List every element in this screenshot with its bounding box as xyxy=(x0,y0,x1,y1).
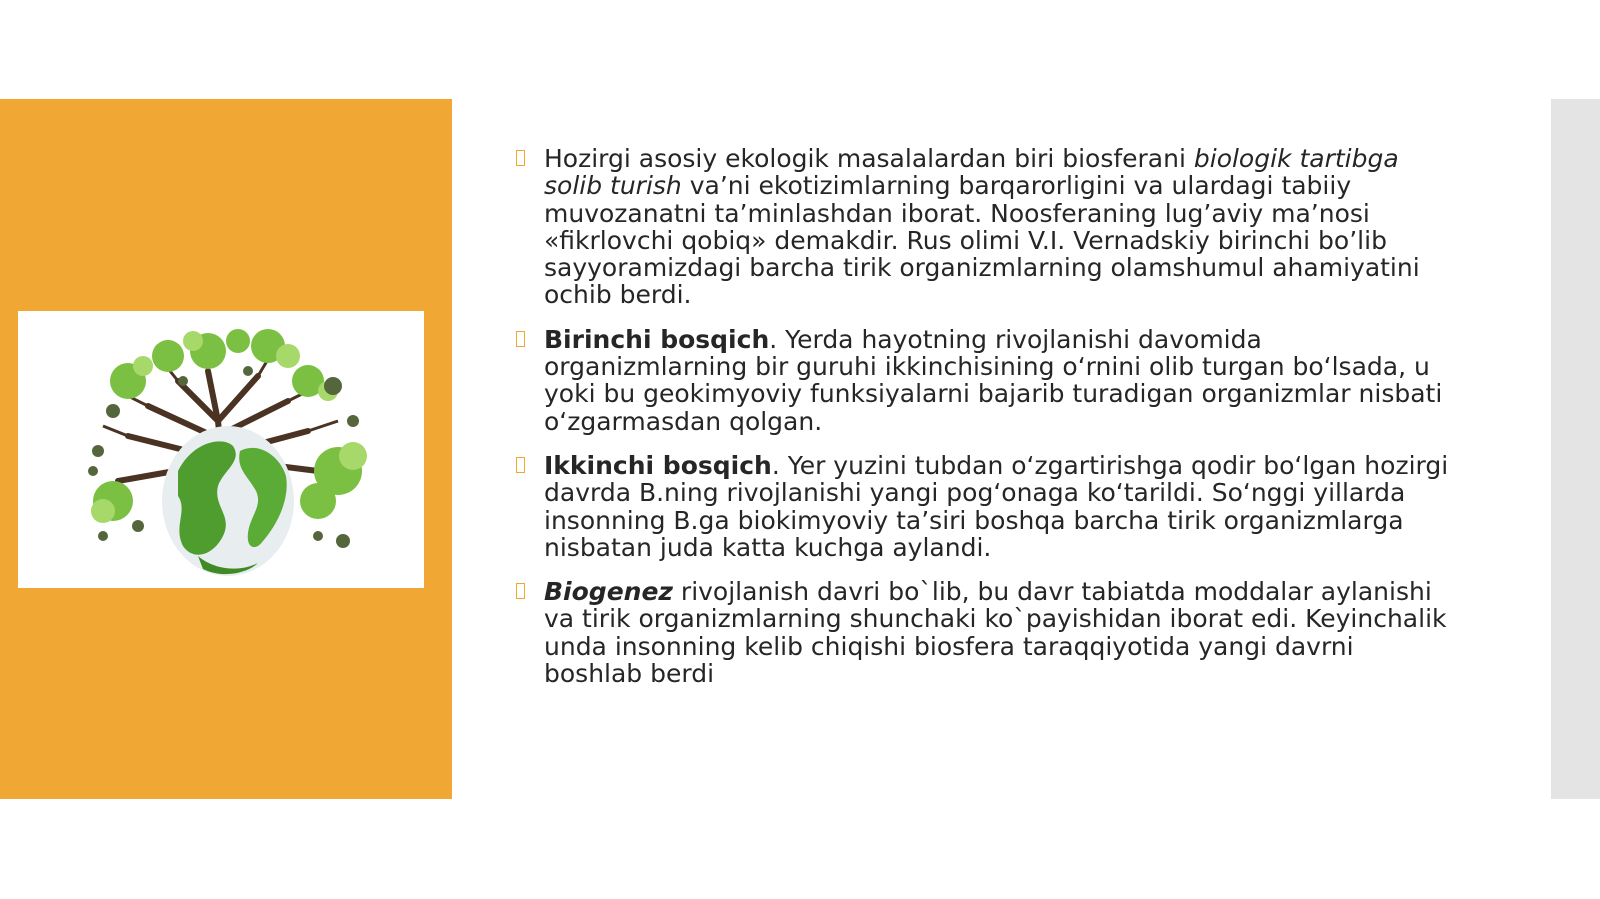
bullet-text: rivojlanish davri bo`lib, bu davr tabiatda moddalar aylanishi va tirik organizmlarning shunchaki ko`payishidan iborat edi. Keyinchalik unda insonning kelib chiqishi biosfera taraqqiyotida yangi davrni boshlab berdi xyxy=(544,577,1447,689)
bullet-text: . Yerda hayotning rivojlanishi davomida organizmlarning bir guruhi ikkinchisining o‘rnini olib turgan bo‘lsada, u yoki bu geokimyoviy funksiyalarni bajarib turadigan organizmlar nisbati o‘zgarmasdan qolgan. xyxy=(544,324,1443,436)
bullet-marker-icon xyxy=(516,583,525,599)
bullet-marker-icon xyxy=(516,331,525,347)
bullet-bold-italic-text: Biogenez xyxy=(544,577,673,607)
bullet-text: Hozirgi asosiy ekologik masalalardan biri biosferani xyxy=(544,144,1194,173)
bullet-item xyxy=(516,578,1456,687)
bullet-list xyxy=(516,145,1456,704)
bullet-item xyxy=(516,145,1456,309)
bullet-text: . Yer yuzini tubdan o‘zgartirishga qodir bo‘lgan hozirgi davrda B.ning rivojlanishi yangi pog‘onaga ko‘tarildi. So‘nggi yillarda insonning B.ga biokimyoviy ta’siri boshqa barcha tirik organizmlarga nisbatan juda katta kuchga aylandi. xyxy=(544,450,1449,562)
earth-tree-icon xyxy=(18,311,424,588)
earth-tree-picture xyxy=(18,311,424,588)
bullet-italic-text: biologik tartibga solib turish xyxy=(544,144,1399,201)
bullet-bold-text: Birinchi bosqich xyxy=(544,324,770,354)
right-edge-strip xyxy=(1551,99,1600,799)
bullet-marker-icon xyxy=(516,457,525,473)
bullet-text: va’ni ekotizimlarning barqarorligini va ulardagi tabiiy muvozanatni ta’minlashdan iborat. Noosferaning lug’aviy ma’nosi «fikrlovchi qobiq» demakdir. Rus olimi V.I. Vernadskiy birinchi bo’lib sayyoramizdagi barcha tirik organizmlarning olamshumul ahamiyatini ochib berdi. xyxy=(544,171,1420,310)
bullet-item xyxy=(516,326,1456,435)
bullet-item xyxy=(516,452,1456,561)
bullet-bold-text: Ikkinchi bosqich xyxy=(544,450,772,480)
bullet-marker-icon xyxy=(516,150,525,166)
